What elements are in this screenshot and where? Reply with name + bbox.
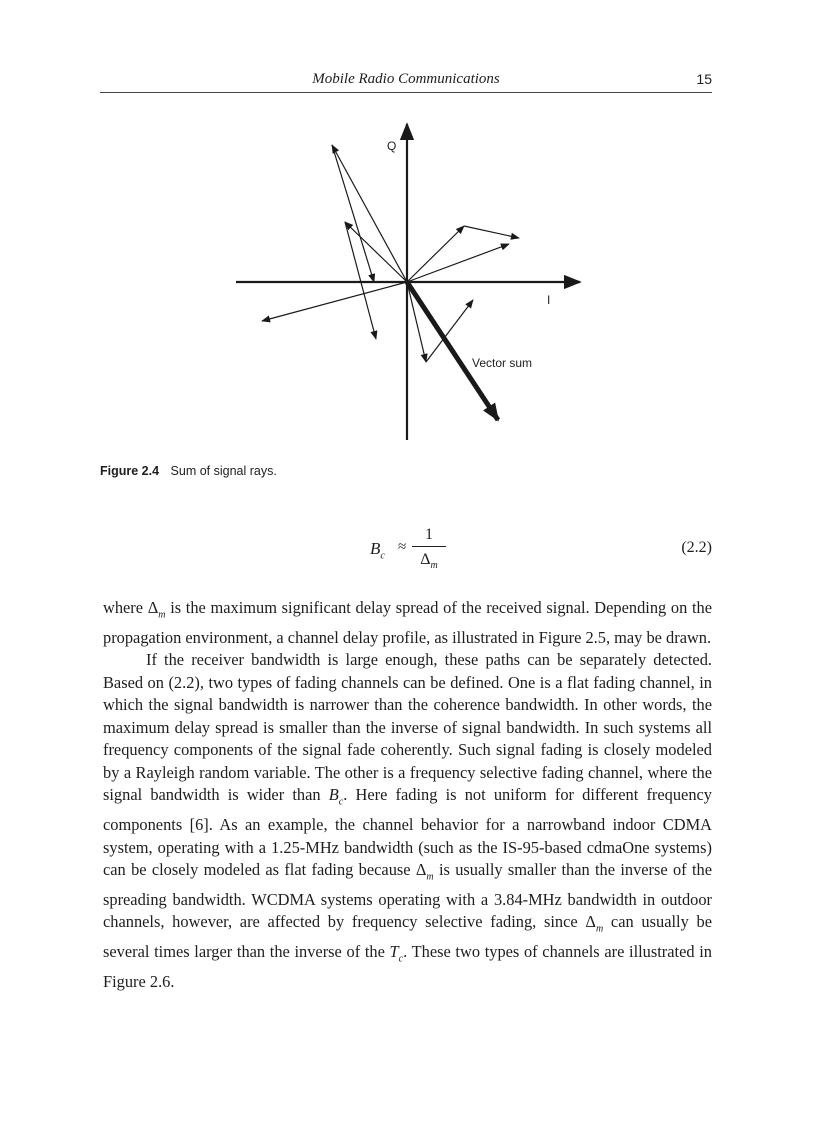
equation-lhs: $B_c$ (370, 539, 385, 562)
vector-sum-label: Vector sum (472, 356, 533, 370)
signal-ray-up-left-b (345, 222, 407, 282)
equation-relation: ≈ (398, 539, 407, 555)
equation-2-2 (370, 526, 480, 578)
vector-sum-arrow (407, 282, 498, 420)
running-title: Mobile Radio Communications (312, 71, 500, 87)
body-text (103, 597, 712, 993)
signal-ray-left-low (262, 282, 407, 321)
figure-caption (100, 464, 277, 478)
signal-ray-upper-right (332, 145, 374, 282)
signal-ray-mid-right (407, 226, 464, 282)
equation-number: (2.2) (681, 539, 712, 556)
signal-rays-figure (0, 0, 816, 460)
equation-denominator: $\Delta_m$ (420, 551, 438, 572)
equation-numerator: 1 (412, 526, 446, 547)
i-axis-label: I (547, 293, 551, 307)
q-axis-label: Q (387, 139, 397, 153)
signal-ray-long-right (407, 244, 509, 282)
paragraph-1: where $\Delta_m$ is the maximum significant delay spread of the received signal. Depending on the propagation environment, a channel delay profile, as illustrated in Figure 2.5, may be drawn. (103, 598, 713, 647)
figure-caption-number: Figure 2.4 (100, 464, 160, 478)
paragraph-2: If the receiver bandwidth is large enough, these paths can be separately detected. Based on (2.2), two types of fading channels can be defined. One is a flat fading channel, in which the signal bandwidth is narrower than the coherence bandwidth. In other words, the maximum delay spread is smaller than the inverse of signal bandwidth. In such systems all frequency components of the signal fade coherently. Such signal fading is closely modeled by a Rayleigh random variable. The other is a frequency selective fading channel, where the signal bandwidth is wider than $B_c$. Here fading is not uniform for different frequency components [6]. As an example, the channel behavior for a narrowband indoor CDMA system, operating with a 1.25-MHz bandwidth (such as the IS-95-based cdmaOne systems) can be closely modeled as flat fading because $\Delta_m$ is usually smaller than the inverse of the spreading bandwidth. WCDMA systems operating with a 3.84-MHz bandwidth in outdoor channels, however, are affected by frequency selective fading, since $\Delta_m$ can usually be several times larger than the inverse of the $T_c$. These two types of channels are illustrated in Figure 2.6. (103, 650, 712, 991)
signal-ray-upper-left (332, 145, 407, 282)
page-number: 15 (696, 71, 712, 87)
figure-caption-text: Sum of signal rays. (170, 464, 277, 478)
signal-ray-mid-right-b (464, 226, 519, 238)
equation-fraction (412, 526, 446, 571)
signal-ray-up-right (426, 300, 473, 362)
